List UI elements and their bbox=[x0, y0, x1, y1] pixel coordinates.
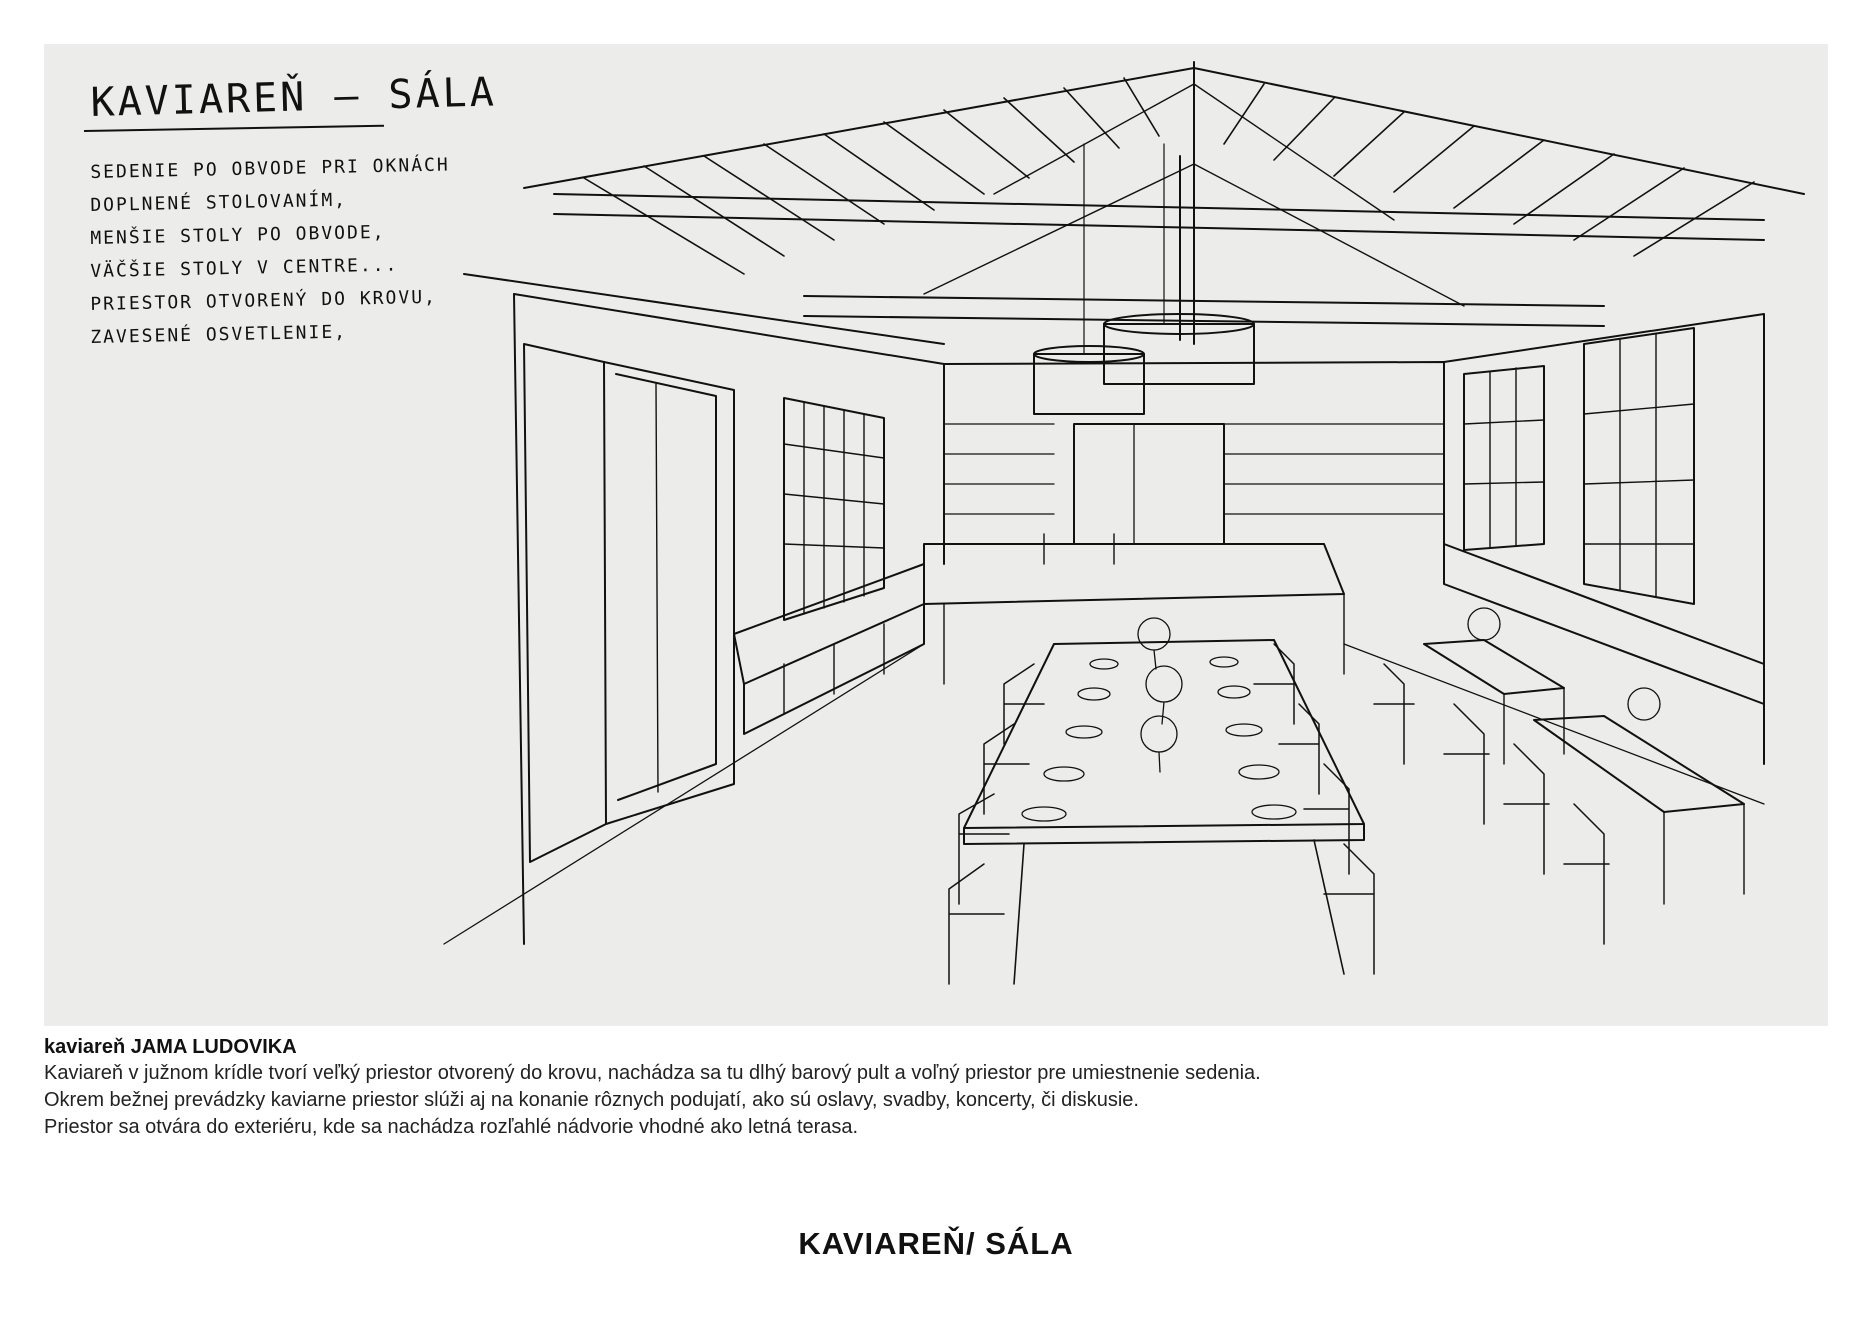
plates bbox=[1022, 657, 1296, 821]
back-door bbox=[1074, 424, 1224, 544]
interior-sketch-panel bbox=[44, 44, 1828, 1026]
left-bench bbox=[734, 564, 924, 684]
back-wall bbox=[944, 362, 1444, 564]
tie-beam-lower bbox=[804, 296, 1604, 326]
right-bench bbox=[1444, 544, 1764, 704]
handwritten-note: MENŠIE STOLY PO OBVODE, bbox=[90, 221, 386, 249]
right-window-near bbox=[1584, 328, 1694, 604]
bar-counter bbox=[924, 544, 1344, 604]
king-post bbox=[1180, 156, 1194, 344]
small-table-far bbox=[1424, 640, 1564, 694]
caption-heading: kaviareň JAMA LUDOVIKA bbox=[44, 1036, 297, 1058]
handwritten-note: ZAVESENÉ OSVETLENIE, bbox=[90, 321, 348, 348]
left-window bbox=[784, 398, 884, 620]
chairs-left bbox=[949, 664, 1044, 984]
left-door-frame bbox=[524, 344, 606, 862]
side-chairs bbox=[1374, 664, 1609, 944]
side-table-flowers bbox=[1468, 608, 1500, 640]
left-wall-plate bbox=[514, 294, 944, 364]
handwritten-note: PRIESTOR OTVORENÝ DO KROVU, bbox=[90, 286, 438, 315]
handwritten-notes bbox=[90, 156, 449, 354]
caption-line: Okrem bežnej prevádzky kaviarne priestor slúži aj na konanie rôznych podujatí, ako sú oslavy, svadby, koncerty, či diskusie. bbox=[44, 1089, 1139, 1111]
right-wall bbox=[1444, 314, 1764, 764]
caption-line: Priestor sa otvára do exteriéru, kde sa nachádza rozľahlé nádvorie vhodné ako letná terasa. bbox=[44, 1116, 859, 1138]
handwritten-note: SEDENIE PO OBVODE PRI OKNÁCH bbox=[90, 154, 450, 183]
handwritten-note: DOPLNENÉ STOLOVANÍM, bbox=[90, 189, 348, 216]
handwritten-title: KAVIAREŇ – SÁLA bbox=[90, 69, 498, 126]
page-title: KAVIAREŇ/ SÁLA bbox=[798, 1226, 1074, 1261]
tie-beam-upper bbox=[554, 194, 1764, 240]
left-wall-corner bbox=[514, 294, 524, 944]
roof-left-slope bbox=[524, 68, 1194, 188]
caption-line: Kaviareň v južnom krídle tvorí veľký priestor otvorený do krovu, nachádza sa tu dlhý barový pult a voľný priestor pre umiestnenie sedenia. bbox=[44, 1062, 1261, 1084]
small-table-near bbox=[1534, 716, 1744, 812]
long-table bbox=[964, 640, 1364, 828]
rafters-left bbox=[584, 78, 1159, 274]
caption-block bbox=[44, 1034, 1824, 1141]
right-window-far bbox=[1464, 366, 1544, 550]
left-wall-top bbox=[464, 274, 944, 344]
handwritten-note: VÄČŠIE STOLY V CENTRE... bbox=[90, 254, 399, 282]
roof-right-slope bbox=[1194, 68, 1804, 194]
